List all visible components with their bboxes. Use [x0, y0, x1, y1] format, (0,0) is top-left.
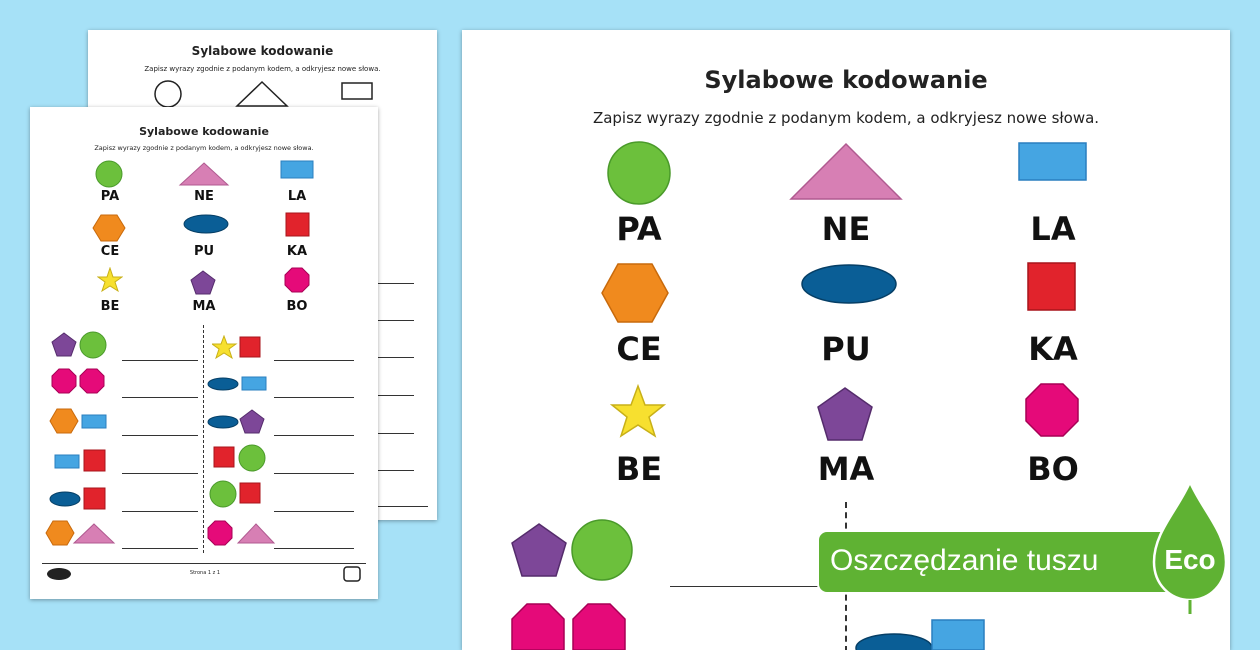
green-circle-icon — [606, 140, 672, 206]
key-label-ma: MA — [192, 299, 216, 314]
yellow-star-icon — [97, 267, 123, 293]
worksheet-preview-front — [30, 107, 378, 599]
answer-line — [122, 435, 198, 436]
blue-rectangle-icon — [280, 160, 314, 180]
purple-pentagon-icon — [190, 270, 216, 296]
front-instruction: Zapisz wyrazy zgodnie z podanym kodem, a odkryjesz nowe słowa. — [94, 144, 314, 152]
answer-line — [122, 548, 198, 549]
blue-rectangle-icon — [1018, 142, 1088, 182]
puzzle-left-3 — [48, 407, 112, 437]
key-label-pu: PU — [821, 330, 871, 368]
key-label-pa: PA — [100, 189, 120, 204]
back-instruction: Zapisz wyrazy zgodnie z podanym kodem, a odkryjesz nowe słowa. — [144, 65, 381, 73]
red-square-icon — [1026, 261, 1078, 313]
key-label-ma: MA — [817, 450, 875, 488]
key-label-bo: BO — [1027, 450, 1079, 488]
key-label-ce: CE — [100, 244, 120, 259]
page-number: Strona 1 z 1 — [189, 570, 221, 576]
worksheet-instruction: Zapisz wyrazy zgodnie z podanym kodem, a odkryjesz nowe słowa. — [592, 109, 1100, 127]
navy-ellipse-icon — [799, 262, 899, 306]
front-title: Sylabowe kodowanie — [139, 125, 269, 138]
key-label-bo: BO — [286, 299, 308, 314]
key-label-ne: NE — [194, 189, 214, 204]
eco-tag: Eco — [1164, 544, 1216, 575]
puzzle-left-2 — [50, 367, 110, 397]
answer-line — [274, 435, 354, 436]
key-label-pu: PU — [193, 244, 215, 259]
puzzle-right-2 — [206, 371, 272, 397]
puzzle-right-4 — [212, 443, 272, 473]
key-label-be: BE — [100, 299, 120, 314]
puzzle-divider — [203, 325, 204, 553]
puzzle-large-2 — [510, 602, 634, 650]
key-label-la: LA — [287, 189, 307, 204]
red-square-icon — [285, 212, 311, 238]
navy-ellipse-icon — [182, 213, 230, 235]
key-label-pa: PA — [616, 210, 662, 248]
twinkl-logo-icon — [46, 567, 72, 581]
answer-line — [122, 511, 198, 512]
back-answer-line — [378, 395, 414, 396]
answer-line — [274, 473, 354, 474]
key-label-ka: KA — [286, 244, 308, 259]
key-label-ka: KA — [1028, 330, 1078, 368]
puzzle-left-1 — [50, 331, 110, 361]
puzzle-right-6 — [206, 519, 278, 549]
back-answer-line — [378, 357, 414, 358]
green-circle-icon — [94, 159, 126, 189]
answer-line — [274, 511, 354, 512]
seal-icon — [342, 565, 362, 583]
eco-banner-label: Oszczędzanie tuszu — [830, 544, 1099, 577]
worksheet-title: Sylabowe kodowanie — [704, 66, 988, 94]
key-label-ce: CE — [616, 330, 662, 368]
footer-rule — [42, 563, 366, 564]
answer-line — [122, 473, 198, 474]
back-title: Sylabowe kodowanie — [191, 44, 334, 58]
answer-line — [670, 586, 820, 587]
back-answer-line — [378, 320, 414, 321]
key-label-be: BE — [615, 450, 663, 488]
orange-hexagon-icon — [600, 262, 670, 324]
answer-line — [274, 360, 354, 361]
yellow-star-icon — [610, 384, 666, 440]
puzzle-left-4 — [52, 447, 112, 477]
back-outline-shapes — [152, 80, 402, 110]
purple-pentagon-icon — [816, 386, 874, 442]
puzzle-large-1 — [510, 518, 634, 584]
puzzle-large-3 — [854, 618, 994, 650]
back-answer-line — [378, 470, 414, 471]
puzzle-right-1 — [212, 335, 268, 363]
key-label-la: LA — [1030, 210, 1076, 248]
answer-line — [122, 397, 198, 398]
pink-triangle-icon — [788, 142, 904, 202]
magenta-octagon-icon — [284, 267, 310, 293]
answer-line — [274, 397, 354, 398]
magenta-octagon-icon — [1024, 382, 1080, 438]
answer-line — [274, 548, 354, 549]
puzzle-right-3 — [206, 407, 272, 437]
back-answer-line — [378, 433, 414, 434]
orange-hexagon-icon — [92, 213, 126, 243]
back-answer-line — [378, 283, 414, 284]
key-label-ne: NE — [821, 210, 871, 248]
puzzle-left-6 — [44, 519, 116, 549]
pink-triangle-icon — [178, 161, 230, 187]
puzzle-right-5 — [208, 479, 268, 509]
answer-line — [122, 360, 198, 361]
puzzle-left-5 — [48, 485, 112, 515]
